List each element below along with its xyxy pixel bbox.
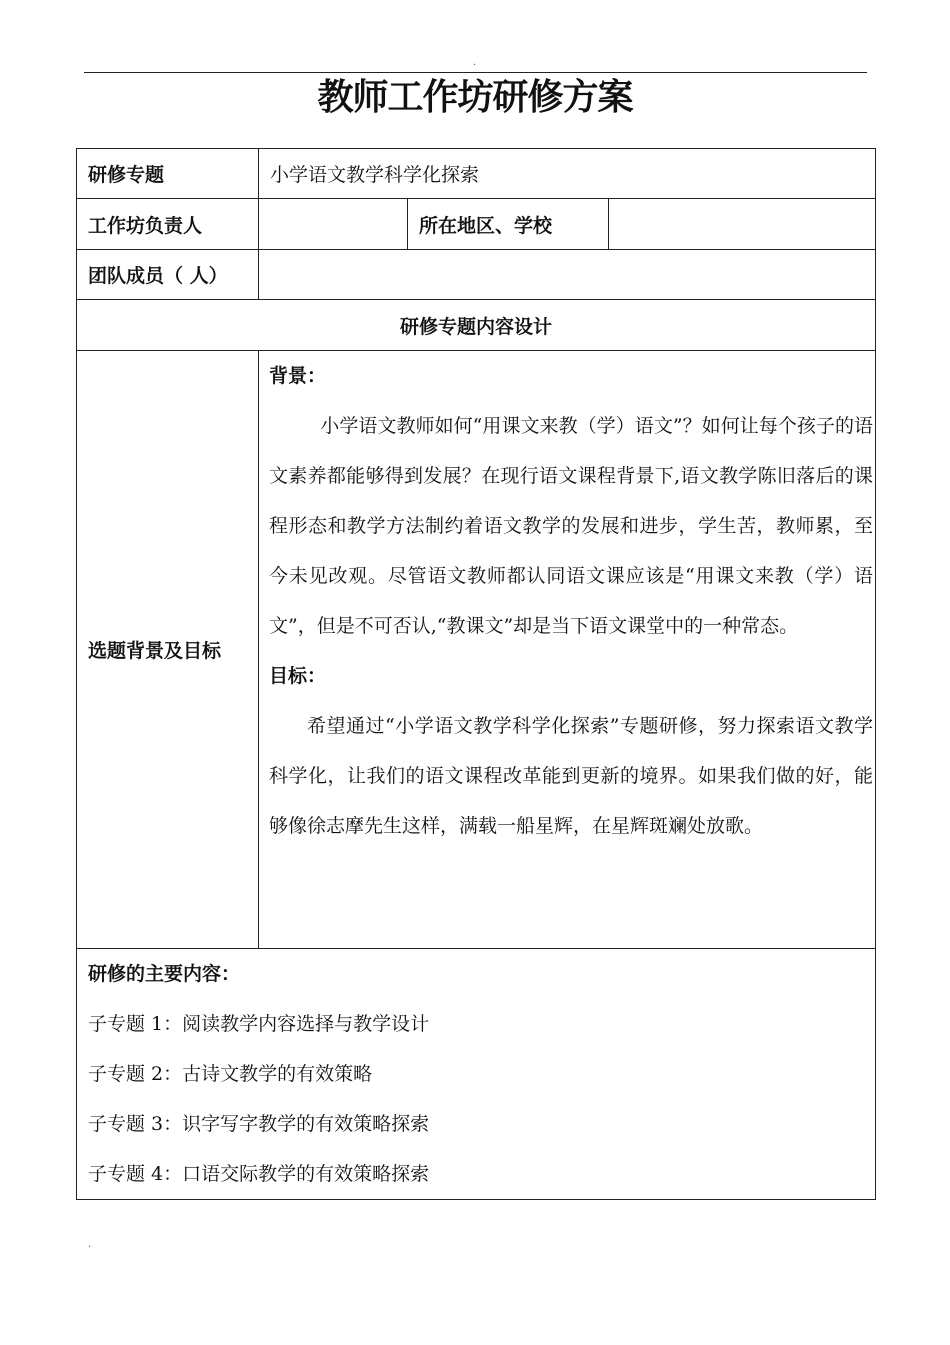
- main-content-cell: [77, 949, 876, 1200]
- page-title: 教师工作坊研修方案: [317, 77, 633, 118]
- background-cell: [259, 351, 876, 949]
- main-heading: 研修的主要内容：: [88, 963, 241, 985]
- subtopic-item: 子专题 4：口语交际教学的有效策略探索: [88, 1163, 430, 1185]
- topic-value: 小学语文教学科学化探索: [259, 149, 876, 199]
- members-label: 团队成员（ 人）: [77, 250, 259, 300]
- location-value: [609, 199, 876, 250]
- design-heading-row: [77, 300, 876, 351]
- members-row: [77, 250, 876, 300]
- background-label: 选题背景及目标: [77, 351, 259, 949]
- location-label: 所在地区、学校: [408, 199, 609, 250]
- subtopic-item: 子专题 2：古诗文教学的有效策略: [88, 1063, 373, 1085]
- topic-row: [77, 149, 876, 199]
- leader-label: 工作坊负责人: [77, 199, 259, 250]
- main-content-row: [77, 949, 876, 1200]
- plan-table: [76, 148, 876, 1200]
- leader-row: [77, 199, 876, 250]
- goal-text: 希望通过“小学语文教学科学化探索”专题研修，努力探索语文教学科学化，让我们的语文课程改革能到更新的境界。如果我们做的好，能够像徐志摩先生这样，满载一船星辉，在星辉斑斓处放歌。: [269, 715, 874, 837]
- topic-label: 研修专题: [77, 149, 259, 199]
- bg-heading: 背景：: [269, 365, 327, 387]
- footer-dot: .: [88, 1239, 92, 1250]
- subtopic-item: 子专题 3：识字写字教学的有效策略探索: [88, 1113, 430, 1135]
- header-rule: [84, 72, 867, 73]
- goal-heading: 目标：: [269, 665, 327, 687]
- background-row: [77, 351, 876, 949]
- header-dot: .: [473, 57, 477, 68]
- subtopic-item: 子专题 1：阅读教学内容选择与教学设计: [88, 1013, 430, 1035]
- design-heading: 研修专题内容设计: [77, 300, 876, 351]
- leader-value: [259, 199, 408, 250]
- members-value: [259, 250, 876, 300]
- bg-text: 小学语文教师如何“用课文来教（学）语文”？如何让每个孩子的语文素养都能够得到发展？在现行语文课程背景下,语文教学陈旧落后的课程形态和教学方法制约着语文教学的发展和进步，学生苦，教师累，至今未见改观。尽管语文教师都认同语文课应该是“用课文来教（学）语文”，但是不可否认,“教课文”却是当下语文课堂中的一种常态。: [269, 415, 874, 637]
